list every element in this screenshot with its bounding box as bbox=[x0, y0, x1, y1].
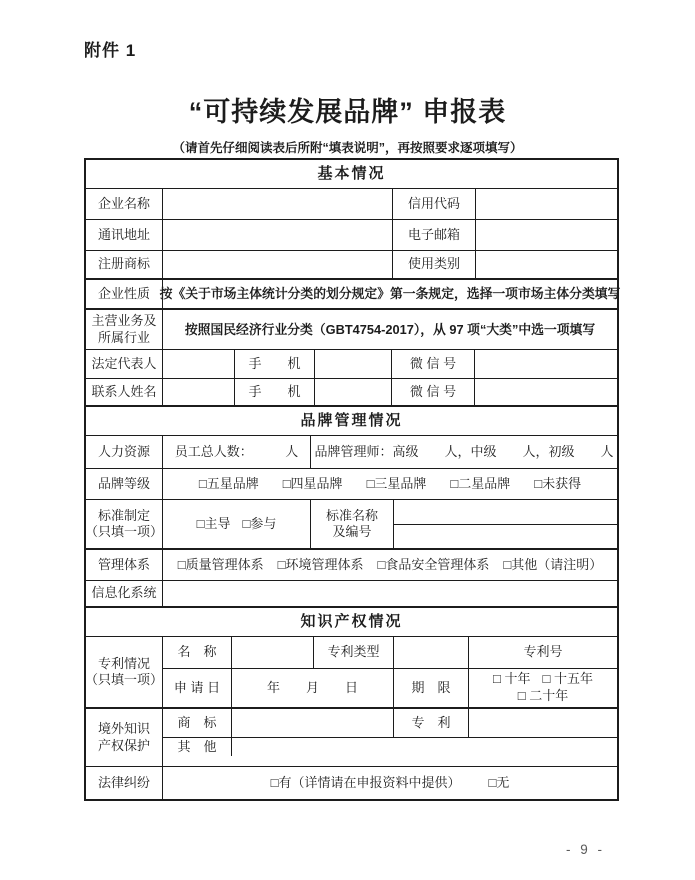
checkbox-food-safety-system[interactable]: □食品安全管理体系 bbox=[377, 556, 490, 572]
legal-disputes-label: 法律纠纷 bbox=[86, 767, 163, 799]
legal-rep-value[interactable] bbox=[163, 350, 235, 378]
row-standard-setting bbox=[86, 500, 617, 550]
main-business-label bbox=[86, 310, 163, 349]
trademark-label: 注册商标 bbox=[86, 251, 163, 278]
standard-name-values bbox=[394, 500, 617, 548]
checkbox-term-ten-years[interactable]: □ 十年 bbox=[493, 671, 531, 686]
row-company-name bbox=[86, 189, 617, 220]
patent-apply-date-label: 申 请 日 bbox=[163, 669, 232, 707]
standard-setting-label bbox=[86, 500, 163, 548]
page-subtitle: （请首先仔细阅读表后所附“填表说明”，再按照要求逐项填写） bbox=[172, 141, 523, 155]
credit-code-value[interactable] bbox=[476, 189, 617, 219]
checkbox-five-star-brand[interactable]: □五星品牌 bbox=[198, 475, 259, 491]
contact-wechat-value[interactable] bbox=[475, 379, 617, 405]
patent-no-label: 专利号 bbox=[523, 644, 563, 660]
address-value[interactable] bbox=[163, 220, 393, 250]
patent-type-label: 专利类型 bbox=[314, 637, 394, 668]
info-system-value[interactable] bbox=[163, 581, 617, 606]
standard-setting-label-line1: 标准制定 bbox=[97, 507, 150, 523]
hr-headcount[interactable]: 员工总人数： 人 bbox=[163, 436, 311, 468]
section-header-basic bbox=[86, 160, 617, 189]
checkbox-legal-dispute-yes[interactable]: □有（详情请在申报资料中提供） bbox=[270, 774, 461, 790]
row-management-system bbox=[86, 550, 617, 581]
patent-name-row bbox=[163, 637, 617, 669]
patent-term-label: 期 限 bbox=[394, 669, 469, 707]
overseas-patent-value[interactable] bbox=[469, 709, 617, 737]
section-header-ip bbox=[86, 608, 617, 637]
info-system-label: 信息化系统 bbox=[86, 581, 163, 606]
row-info-system bbox=[86, 581, 617, 608]
row-trademark bbox=[86, 251, 617, 280]
management-system-options bbox=[163, 550, 617, 580]
checkbox-term-fifteen-years[interactable]: □ 十五年 bbox=[542, 671, 593, 686]
overseas-other-label: 其 他 bbox=[163, 738, 232, 756]
standard-name-label-line1: 标准名称 bbox=[325, 507, 378, 523]
standard-name-label bbox=[311, 500, 394, 548]
checkbox-standard-lead[interactable]: □主导 bbox=[196, 515, 231, 531]
legal-disputes-options bbox=[163, 767, 617, 799]
row-human-resources bbox=[86, 436, 617, 469]
checkbox-no-brand-level[interactable]: □未获得 bbox=[534, 475, 582, 491]
overseas-other-value[interactable] bbox=[232, 738, 617, 756]
contact-wechat-label: 微 信 号 bbox=[392, 379, 475, 405]
brand-level-label: 品牌等级 bbox=[86, 469, 163, 499]
management-system-label: 管理体系 bbox=[86, 550, 163, 580]
checkbox-other-system[interactable]: □其他（请注明） bbox=[503, 556, 603, 572]
contact-mobile-label: 手 机 bbox=[235, 379, 315, 405]
legal-rep-mobile-value[interactable] bbox=[315, 350, 392, 378]
credit-code-label: 信用代码 bbox=[393, 189, 476, 219]
row-legal-disputes bbox=[86, 767, 617, 799]
company-name-label: 企业名称 bbox=[86, 189, 163, 219]
patent-term-options bbox=[469, 669, 617, 707]
legal-rep-wechat-value[interactable] bbox=[475, 350, 617, 378]
overseas-ip-label-line2: 产权保护 bbox=[97, 737, 150, 753]
checkbox-environment-system[interactable]: □环境管理体系 bbox=[277, 556, 364, 572]
overseas-trademark-label: 商 标 bbox=[163, 709, 232, 737]
address-label: 通讯地址 bbox=[86, 220, 163, 250]
legal-rep-mobile-label: 手 机 bbox=[235, 350, 315, 378]
row-address bbox=[86, 220, 617, 251]
patent-status-label-line2: （只填一项） bbox=[85, 672, 164, 687]
checkbox-two-star-brand[interactable]: □二星品牌 bbox=[450, 475, 511, 491]
usage-category-value[interactable] bbox=[476, 251, 617, 278]
page-title: “可持续发展品牌” 申报表 bbox=[188, 97, 507, 127]
hr-managers[interactable]: 品牌管理师：高级 人，中级 人，初级 人 bbox=[314, 443, 614, 459]
section-title-ip: 知识产权情况 bbox=[300, 612, 403, 630]
trademark-value[interactable] bbox=[163, 251, 393, 278]
company-nature-label: 企业性质 bbox=[86, 280, 163, 308]
standard-name-value-row1 bbox=[394, 500, 617, 525]
checkbox-three-star-brand[interactable]: □三星品牌 bbox=[366, 475, 427, 491]
section-title-brand: 品牌管理情况 bbox=[300, 411, 403, 429]
main-business-label-line1: 主营业务及 bbox=[91, 313, 157, 329]
patent-status-label-line1: 专利情况 bbox=[97, 655, 150, 671]
brand-level-options bbox=[163, 469, 617, 499]
checkbox-term-twenty-years[interactable]: □ 二十年 bbox=[517, 688, 569, 704]
standard-setting-label-line2: （只填一项） bbox=[85, 524, 164, 539]
main-business-hint: 按照国民经济行业分类（GBT4754-2017），从 97 项“大类”中选一项填写 bbox=[184, 321, 596, 337]
hr-label: 人力资源 bbox=[86, 436, 163, 468]
main-business-label-line2: 所属行业 bbox=[97, 329, 150, 345]
email-label: 电子邮箱 bbox=[393, 220, 476, 250]
row-patent-status bbox=[86, 637, 617, 709]
overseas-patent-label: 专 利 bbox=[394, 709, 469, 737]
company-nature-hint: 按《关于市场主体统计分类的划分规定》第一条规定，选择一项市场主体分类填写 bbox=[159, 286, 621, 301]
legal-rep-label: 法定代表人 bbox=[86, 350, 163, 378]
patent-name-value[interactable] bbox=[232, 637, 314, 668]
contact-name-label: 联系人姓名 bbox=[86, 379, 163, 405]
checkbox-four-star-brand[interactable]: □四星品牌 bbox=[282, 475, 343, 491]
row-overseas-ip bbox=[86, 709, 617, 767]
row-legal-rep bbox=[86, 350, 617, 379]
overseas-other-row bbox=[163, 738, 617, 756]
overseas-trademark-value[interactable] bbox=[232, 709, 394, 737]
standard-setting-options bbox=[163, 500, 311, 548]
checkbox-standard-participate[interactable]: □参与 bbox=[242, 515, 277, 531]
patent-date-row bbox=[163, 669, 617, 707]
page-number: - 9 - bbox=[566, 842, 606, 857]
section-header-brand bbox=[86, 407, 617, 436]
patent-name-label: 名 称 bbox=[163, 637, 232, 668]
attachment-label: 附件 1 bbox=[84, 41, 137, 60]
company-name-value[interactable] bbox=[163, 189, 393, 219]
checkbox-legal-dispute-no[interactable]: □无 bbox=[488, 774, 510, 790]
patent-type-value[interactable] bbox=[394, 637, 469, 668]
usage-category-label: 使用类别 bbox=[393, 251, 476, 278]
patent-apply-date-value[interactable]: 年 月 日 bbox=[232, 669, 394, 707]
standard-name-value-2[interactable] bbox=[394, 525, 617, 527]
patent-status-label bbox=[86, 637, 163, 707]
row-company-nature bbox=[86, 280, 621, 310]
row-brand-level bbox=[86, 469, 617, 500]
standard-name-label-line2: 及编号 bbox=[332, 524, 372, 539]
overseas-ip-label bbox=[86, 709, 163, 766]
standard-name-value-1[interactable] bbox=[394, 500, 617, 524]
overseas-ip-group bbox=[163, 709, 617, 766]
section-title-basic: 基本情况 bbox=[317, 164, 386, 182]
application-form-table bbox=[84, 158, 619, 801]
patent-status-group bbox=[163, 637, 617, 707]
contact-mobile-value[interactable] bbox=[315, 379, 392, 405]
overseas-trademark-row bbox=[163, 709, 617, 738]
row-contact-name bbox=[86, 379, 617, 407]
overseas-ip-label-line1: 境外知识 bbox=[97, 721, 150, 737]
contact-name-value[interactable] bbox=[163, 379, 235, 405]
standard-name-value-row2 bbox=[394, 525, 617, 527]
row-main-business bbox=[86, 310, 617, 350]
legal-rep-wechat-label: 微 信 号 bbox=[392, 350, 475, 378]
checkbox-quality-system[interactable]: □质量管理体系 bbox=[177, 556, 264, 572]
email-value[interactable] bbox=[476, 220, 617, 250]
